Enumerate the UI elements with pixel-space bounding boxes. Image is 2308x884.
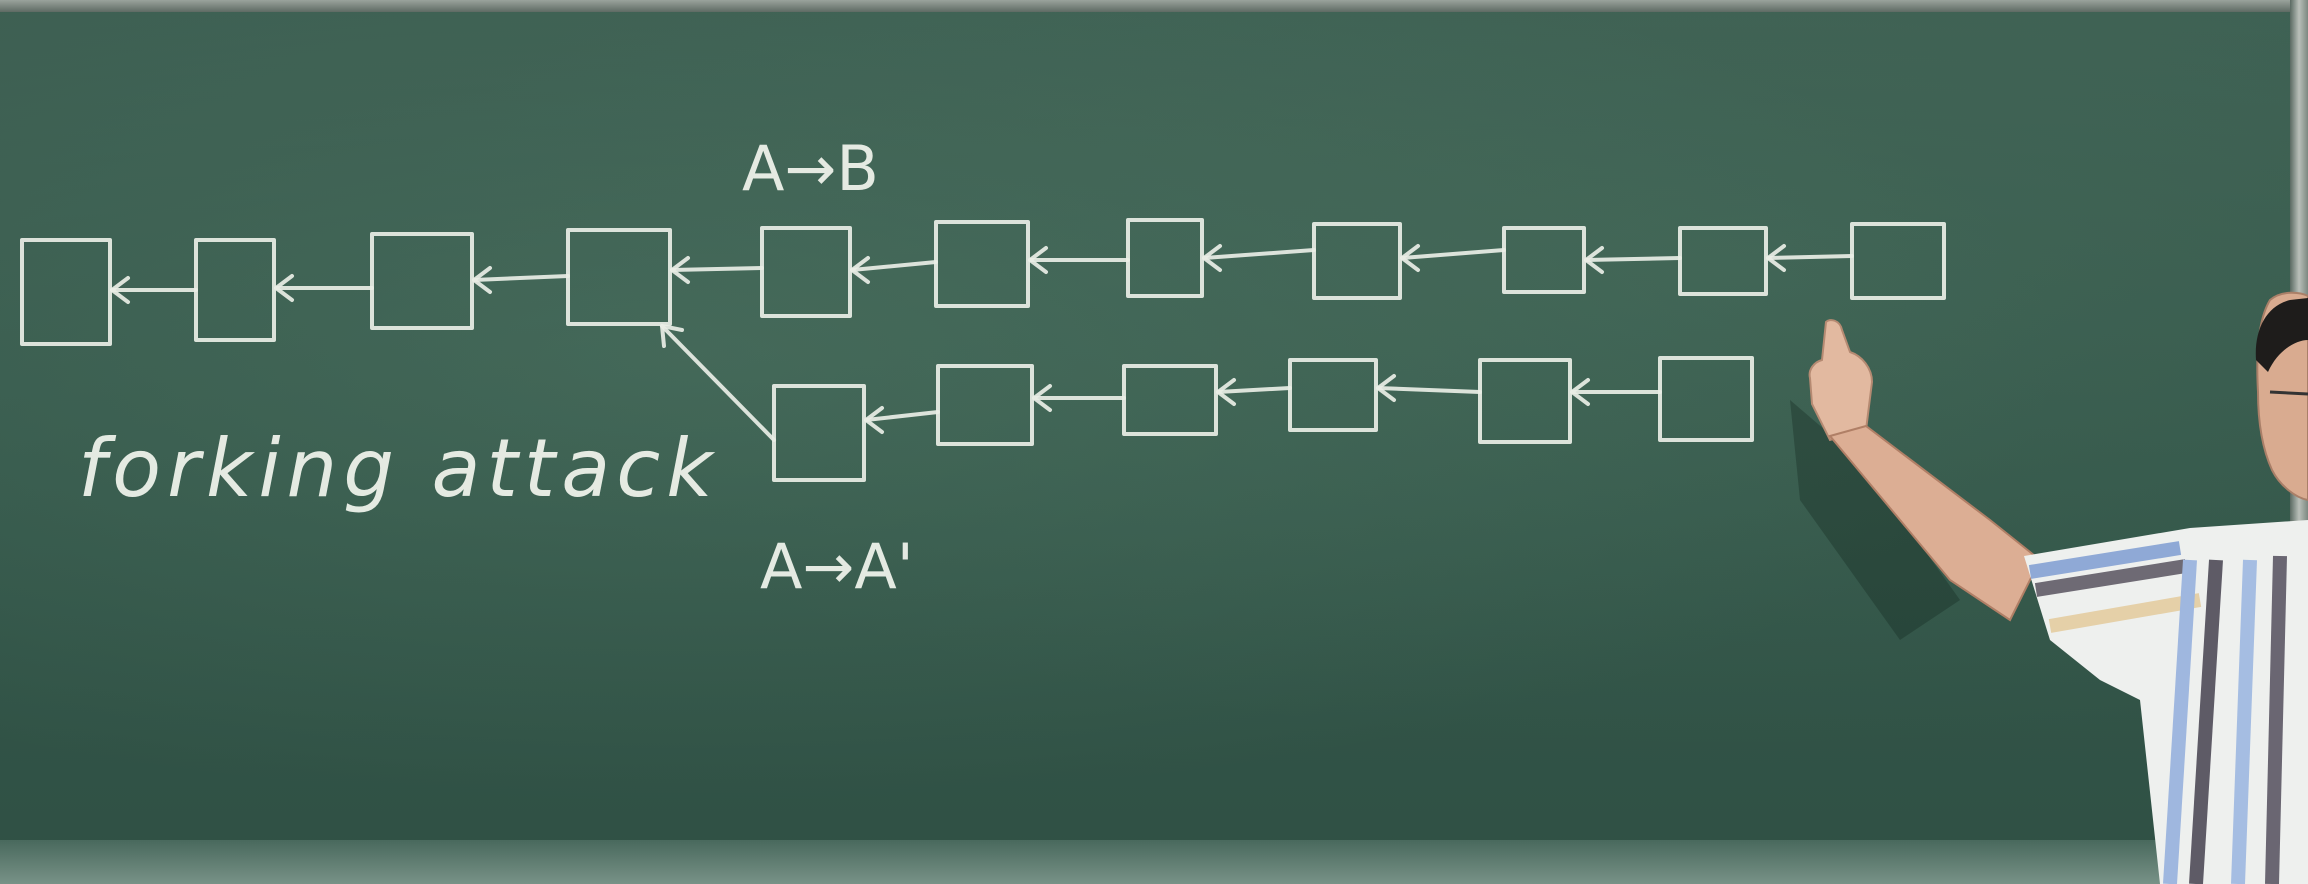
caption-forking-attack: forking attack <box>78 422 719 515</box>
hand-icon <box>1810 320 1872 440</box>
glasses-icon <box>2270 392 2308 394</box>
label-a-to-b: A→B <box>742 132 879 205</box>
label-a-to-a-prime: A→A' <box>760 530 914 603</box>
